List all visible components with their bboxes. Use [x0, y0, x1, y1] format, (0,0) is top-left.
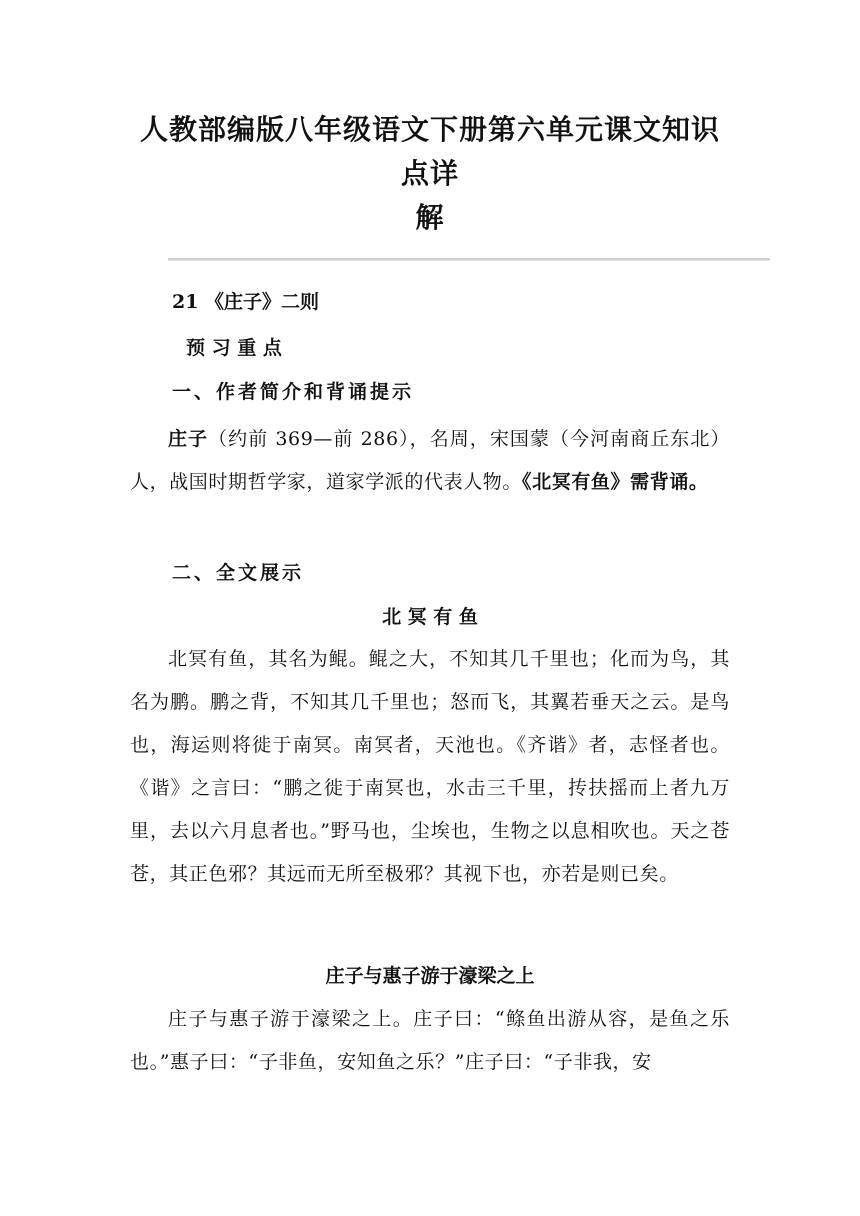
recite-note: 《北冥有鱼》需背诵。 [522, 471, 709, 493]
text2-title: 庄子与惠子游于濠梁之上 [325, 965, 535, 987]
author-description: （约前 369—前 286），名周，宋国蒙（今河南商丘东北）人，战国时期哲学家，道家学派的代表人物。 [130, 428, 730, 493]
section-author-heading: 一、作者简介和背诵提示 [172, 381, 415, 403]
section-fulltext-heading: 二、全文展示 [172, 562, 305, 584]
document-title-line-2: 解 [415, 201, 445, 234]
author-name: 庄子 [168, 428, 209, 450]
text2-body: 庄子与惠子游于濠梁之上。庄子曰：“鲦鱼出游从容，是鱼之乐也。”惠子曰：“子非鱼，安知鱼之乐？”庄子曰：“子非我，安 [130, 1008, 730, 1073]
author-paragraph [130, 418, 730, 504]
text1-body: 北冥有鱼，其名为鲲。鲲之大，不知其几千里也；化而为鸟，其名为鹏。鹏之背，不知其几千里也；怒而飞，其翼若垂天之云。是鸟也，海运则将徙于南冥。南冥者，天池也。《齐谐》者，志怪者也。《谐》之言曰：“鹏之徙于南冥也，水击三千里，抟扶摇而上者九万里，去以六月息者也。”野马也，尘埃也，生物之以息相吹也。天之苍苍，其正色邪？其远而无所至极邪？其视下也，亦若是则已矣。 [130, 648, 730, 885]
text1-title: 北 冥 有 鱼 [382, 606, 478, 628]
title-divider [168, 258, 770, 261]
preview-heading: 预 习 重 点 [186, 337, 282, 359]
document-title-line-1: 人教部编版八年级语文下册第六单元课文知识点详 [139, 113, 720, 190]
document-title [130, 108, 730, 240]
lesson-heading: 21 《庄子》二则 [172, 291, 320, 313]
